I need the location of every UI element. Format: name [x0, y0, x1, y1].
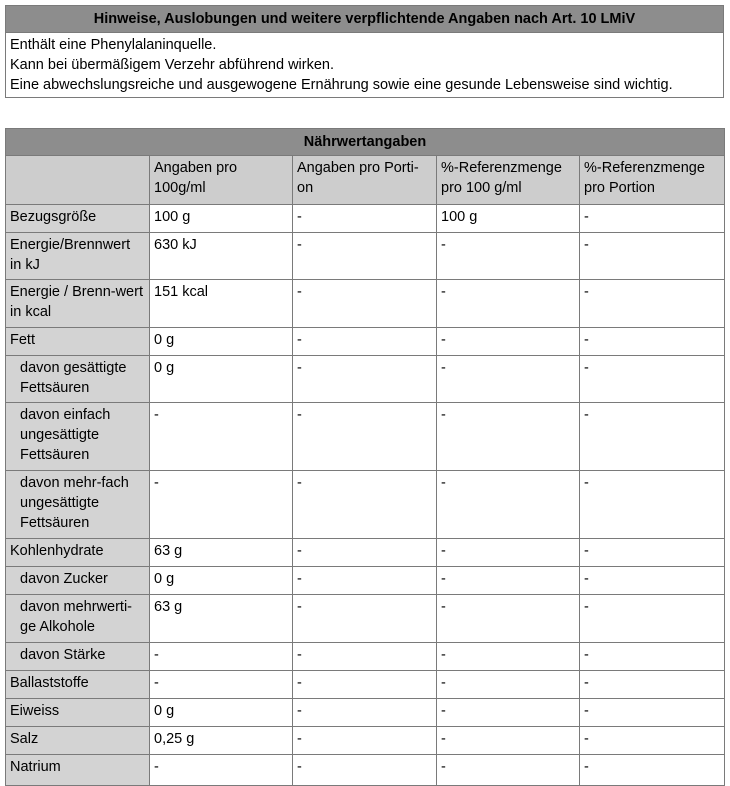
- nutrient-value: -: [437, 595, 580, 643]
- nutrition-table: [5, 128, 725, 786]
- nutrient-value: -: [437, 755, 580, 786]
- nutrient-value: -: [580, 205, 725, 233]
- table-row: [6, 727, 725, 755]
- nutrient-value: -: [437, 280, 580, 328]
- nutrient-label: davon mehrwerti-ge Alkohole: [6, 595, 150, 643]
- nutrient-label: davon Zucker: [6, 567, 150, 595]
- nutrient-value: -: [293, 471, 437, 539]
- column-header: Angaben pro Porti-on: [293, 156, 437, 205]
- table-row: [6, 539, 725, 567]
- table-row: [6, 356, 725, 403]
- nutrient-value: -: [293, 205, 437, 233]
- nutrient-value: -: [293, 403, 437, 471]
- nutrient-value: -: [580, 471, 725, 539]
- nutrient-label: Salz: [6, 727, 150, 755]
- note-line: Eine abwechslungsreiche und ausgewogene Ernährung sowie eine gesunde Lebensweise sind wichtig.: [10, 77, 673, 93]
- table-row: [6, 205, 725, 233]
- note-line: Enthält eine Phenylalaninquelle.: [10, 37, 217, 53]
- table-row: [6, 403, 725, 471]
- table-row: [6, 471, 725, 539]
- nutrient-value: -: [580, 539, 725, 567]
- table-row: [6, 643, 725, 671]
- nutrient-value: 63 g: [150, 595, 293, 643]
- nutrient-value: 630 kJ: [150, 233, 293, 280]
- nutrient-label: davon einfach ungesättigte Fettsäuren: [6, 403, 150, 471]
- nutrient-value: -: [293, 567, 437, 595]
- nutrient-value: 0 g: [150, 356, 293, 403]
- column-header: %-Referenzmenge pro 100 g/ml: [437, 156, 580, 205]
- table-row: [6, 233, 725, 280]
- nutrient-label: davon Stärke: [6, 643, 150, 671]
- table-row: [6, 671, 725, 699]
- nutrient-value: -: [293, 699, 437, 727]
- nutrient-value: -: [437, 471, 580, 539]
- table-row: [6, 755, 725, 786]
- table-row: [6, 328, 725, 356]
- nutrient-value: -: [150, 403, 293, 471]
- notes-title: Hinweise, Auslobungen und weitere verpflichtende Angaben nach Art. 10 LMiV: [6, 6, 724, 33]
- nutrient-value: -: [293, 328, 437, 356]
- column-header: Angaben pro 100g/ml: [150, 156, 293, 205]
- nutrient-value: -: [437, 727, 580, 755]
- nutrient-label: Ballaststoffe: [6, 671, 150, 699]
- nutrient-value: -: [293, 356, 437, 403]
- nutrient-value: -: [580, 755, 725, 786]
- notes-body: [6, 33, 724, 98]
- table-row: [6, 567, 725, 595]
- nutrient-value: -: [437, 539, 580, 567]
- nutrient-value: 100 g: [437, 205, 580, 233]
- nutrient-value: -: [293, 539, 437, 567]
- nutrient-value: -: [580, 567, 725, 595]
- nutrient-value: 0,25 g: [150, 727, 293, 755]
- nutrient-value: -: [580, 328, 725, 356]
- column-header: %-Referenzmenge pro Portion: [580, 156, 725, 205]
- nutrient-value: 151 kcal: [150, 280, 293, 328]
- nutrient-value: 0 g: [150, 567, 293, 595]
- nutrient-value: -: [293, 643, 437, 671]
- nutrient-value: -: [293, 727, 437, 755]
- nutrient-value: -: [580, 280, 725, 328]
- nutrient-label: Energie / Brenn-wert in kcal: [6, 280, 150, 328]
- nutrient-value: -: [293, 671, 437, 699]
- nutrient-value: -: [293, 280, 437, 328]
- nutrient-value: 63 g: [150, 539, 293, 567]
- nutrient-value: 0 g: [150, 699, 293, 727]
- nutrient-value: 0 g: [150, 328, 293, 356]
- nutrient-value: -: [580, 643, 725, 671]
- nutrient-value: -: [437, 233, 580, 280]
- nutrient-value: -: [437, 403, 580, 471]
- nutrient-value: 100 g: [150, 205, 293, 233]
- nutrient-label: Eiweiss: [6, 699, 150, 727]
- nutrient-value: -: [437, 643, 580, 671]
- nutrient-value: -: [437, 328, 580, 356]
- nutrition-title: Nährwertangaben: [6, 129, 725, 156]
- nutrient-value: -: [580, 356, 725, 403]
- table-row: [6, 280, 725, 328]
- nutrient-value: -: [580, 671, 725, 699]
- nutrient-label: davon gesättigte Fettsäuren: [6, 356, 150, 403]
- table-row: [6, 595, 725, 643]
- nutrient-value: -: [150, 471, 293, 539]
- nutrient-value: -: [150, 643, 293, 671]
- nutrient-value: -: [580, 233, 725, 280]
- nutrient-label: Fett: [6, 328, 150, 356]
- nutrient-value: -: [580, 727, 725, 755]
- nutrient-value: -: [580, 699, 725, 727]
- notes-table: [5, 5, 724, 98]
- table-row: [6, 699, 725, 727]
- nutrient-label: Energie/Brennwert in kJ: [6, 233, 150, 280]
- nutrient-value: -: [150, 671, 293, 699]
- nutrient-value: -: [150, 755, 293, 786]
- nutrient-value: -: [437, 699, 580, 727]
- nutrient-value: -: [437, 356, 580, 403]
- nutrient-value: -: [293, 233, 437, 280]
- nutrient-value: -: [580, 403, 725, 471]
- nutrient-value: -: [293, 755, 437, 786]
- nutrient-label: Bezugsgröße: [6, 205, 150, 233]
- nutrient-label: Kohlenhydrate: [6, 539, 150, 567]
- note-line: Kann bei übermäßigem Verzehr abführend wirken.: [10, 57, 335, 73]
- nutrient-value: -: [437, 671, 580, 699]
- nutrient-value: -: [293, 595, 437, 643]
- nutrient-value: -: [437, 567, 580, 595]
- nutrient-label: davon mehr-fach ungesättigte Fettsäuren: [6, 471, 150, 539]
- column-header: [6, 156, 150, 205]
- nutrient-value: -: [580, 595, 725, 643]
- nutrient-label: Natrium: [6, 755, 150, 786]
